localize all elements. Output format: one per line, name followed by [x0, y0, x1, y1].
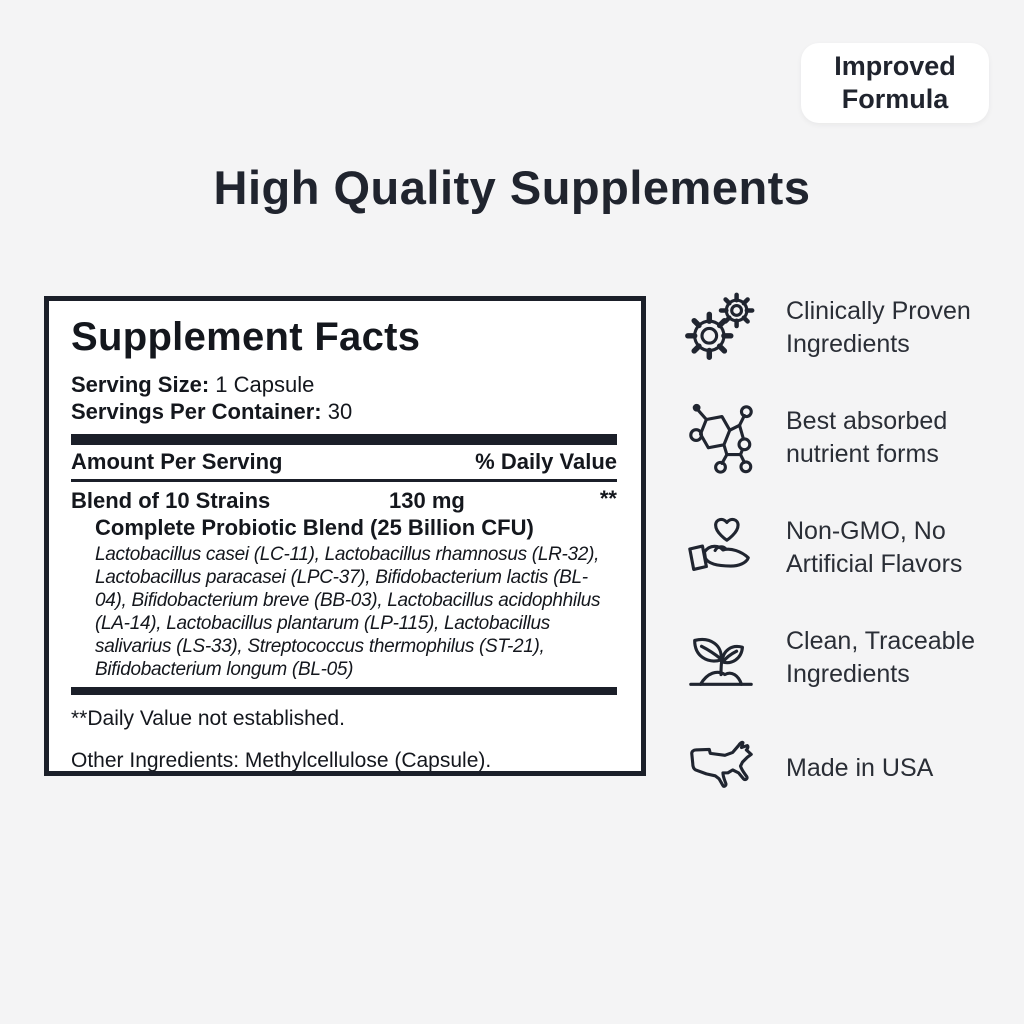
- daily-value-header: % Daily Value: [475, 449, 617, 474]
- servings-per-container-label: Servings Per Container:: [71, 399, 322, 424]
- amount-per-serving-header: Amount Per Serving: [71, 449, 283, 474]
- gears-icon: [682, 289, 760, 367]
- feature-non-gmo: [682, 503, 998, 593]
- servings-per-container-value: 30: [327, 399, 353, 424]
- blend-amount: 130 mg: [389, 488, 465, 513]
- blend-name: Blend of 10 Strains: [71, 488, 271, 513]
- serving-size-row: [71, 371, 617, 398]
- heart-hand-icon: [682, 509, 760, 587]
- facts-header-row: [71, 445, 617, 482]
- serving-size-label: Serving Size:: [71, 372, 210, 397]
- improved-formula-badge: [801, 43, 989, 123]
- daily-value-footnote: **Daily Value not established.: [71, 707, 345, 730]
- blend-daily-value: **: [599, 486, 617, 511]
- sprout-icon: [682, 619, 760, 697]
- molecule-icon: [682, 399, 760, 477]
- feature-label: Non-GMO, No Artificial Flavors: [786, 517, 963, 578]
- feature-clinically-proven: [682, 283, 998, 373]
- feature-best-absorbed: [682, 393, 998, 483]
- feature-label: Made in USA: [786, 753, 934, 782]
- divider-bar-top: [71, 434, 617, 445]
- feature-label: Clinically Proven Ingredients: [786, 297, 971, 358]
- page-title: High Quality Supplements: [213, 161, 811, 214]
- feature-clean-traceable: [682, 613, 998, 703]
- serving-size-value: 1 Capsule: [215, 372, 315, 397]
- servings-per-container-row: [71, 398, 617, 425]
- strain-list: Lactobacillus casei (LC-11), Lactobacillus rhamnosus (LR-32), Lactobacillus paracasei (LPC-37), Bifidobacterium lactis (BL-04), Bifidobacterium breve (BB-03), Lactobacillus acidophhilus (LA-14), Lactobacillus plantarum (LP-115), Lactobacillus salivarius (LS-33), Streptococcus thermophilus (ST-21), Bifidobacterium longum (BL-05): [95, 544, 601, 680]
- badge-label: Improved Formula: [834, 51, 956, 114]
- feature-label: Best absorbed nutrient forms: [786, 407, 948, 468]
- usa-map-icon: [682, 729, 760, 807]
- blend-description: Complete Probiotic Blend (25 Billion CFU): [95, 515, 534, 540]
- other-ingredients: Other Ingredients: Methylcellulose (Capsule).: [71, 749, 492, 772]
- divider-bar-bottom: [71, 687, 617, 695]
- supplement-facts-heading: Supplement Facts: [71, 315, 421, 359]
- blend-row: [71, 488, 617, 514]
- supplement-facts-panel: [44, 296, 646, 776]
- feature-made-in-usa: [682, 723, 998, 813]
- feature-label: Clean, Traceable Ingredients: [786, 627, 976, 688]
- serving-info: [71, 371, 617, 425]
